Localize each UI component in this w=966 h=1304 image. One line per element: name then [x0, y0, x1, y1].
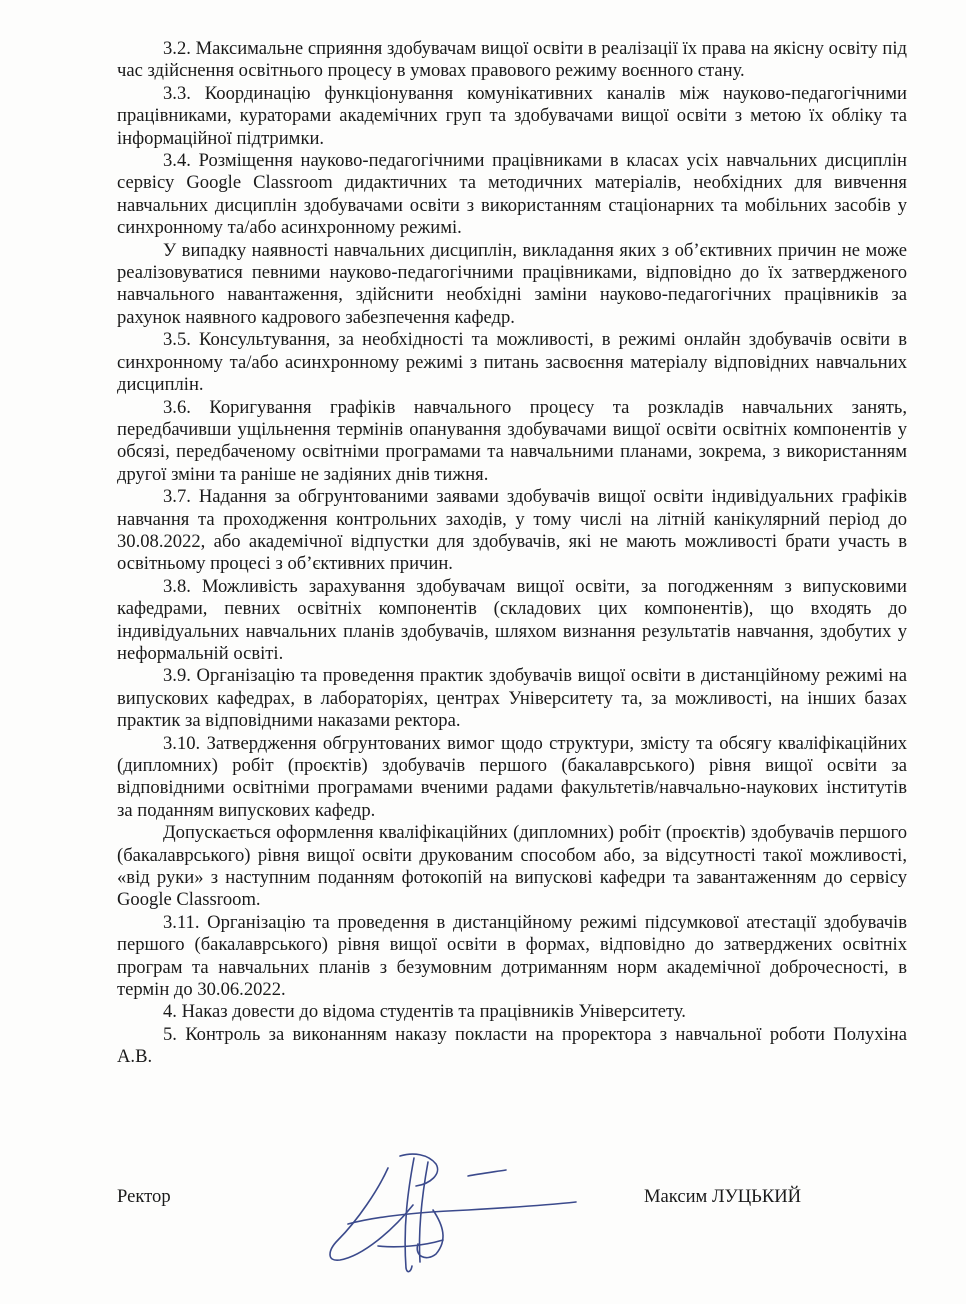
- paragraph-3-10-note: Допускається оформлення кваліфікаційних (дипломних) робіт (проєктів) здобувачів першого (бакалаврського) рівня вищої освіти друкованим способом або, за відсутності такої можливості, «від руки» з наступним поданням фотокопій на випускові кафедри та завантаженням до сервісу Google Classroom.: [117, 822, 907, 911]
- paragraph-3-2: 3.2. Максимальне сприяння здобувачам вищої освіти в реалізації їх права на якісну освіту під час здійснення освітнього процесу в умовах правового режиму воєнного стану.: [117, 38, 907, 82]
- paragraph-3-6: 3.6. Коригування графіків навчального процесу та розкладів навчальних занять, передбачивши ущільнення термінів опанування здобувачами вищої освіти освітніх компонентів у обсязі, передбаченому освітніми програмами та навчальними планами, зокрема, з використанням другої зміни та раніше не задіяних днів тижня.: [117, 396, 907, 485]
- paragraph-3-8: 3.8. Можливість зарахування здобувачам вищої освіти, за погодженням з випусковими кафедрами, певних освітніх компонентів (складових цих компонентів), що входять до індивідуальних навчальних планів здобувачів, шляхом визнання результатів навчання, здобутих у неформальній освіті.: [117, 575, 907, 664]
- paragraph-3-3: 3.3. Координацію функціонування комунікативних каналів між науково-педагогічними працівниками, кураторами академічних груп та здобувачами вищої освіти з метою їх обліку та інформаційної підтримки.: [117, 82, 907, 149]
- paragraph-3-10: 3.10. Затвердження обгрунтованих вимог щодо структури, змісту та обсягу кваліфікаційних (дипломних) робіт (проєктів) здобувачів першого (бакалаврського) рівня вищої освіти за відповідними освітніми програмами вченими радами факультетів/навчально-наукових інститутів за поданням випускових кафедр.: [117, 732, 907, 821]
- document-body: [117, 38, 907, 1069]
- paragraph-3-5: 3.5. Консультування, за необхідності та можливості, в режимі онлайн здобувачів освіти в синхронному та/або асинхронному режимі з питань засвоєння матеріалу відповідних навчальних дисциплін.: [117, 329, 907, 396]
- paragraph-3-4: 3.4. Розміщення науково-педагогічними працівниками в класах усіх навчальних дисциплін сервісу Google Classroom дидактичних та методичних матеріалів, необхідних для вивчення навчальних дисциплін здобувачами освіти з використанням стаціонарних та мобільних засобів у синхронному та/або асинхронному режимі.: [117, 150, 907, 239]
- signature-block: [117, 1186, 907, 1216]
- paragraph-3-9: 3.9. Організацію та проведення практик здобувачів вищої освіти в дистанційному режимі на випускових кафедрах, в лабораторіях, центрах Університету та, за можливості, на інших базах практик за відповідними наказами ректора.: [117, 665, 907, 732]
- paragraph-3-11: 3.11. Організацію та проведення в дистанційному режимі підсумкової атестації здобувачів першого (бакалаврського) рівня вищої освіти в формах, відповідно до затверджених освітніх програм та навчальних планів з безумовним дотриманням норм академічної доброчесності, в термін до 30.06.2022.: [117, 911, 907, 1001]
- signer-title: Ректор: [117, 1186, 171, 1207]
- paragraph-4: 4. Наказ довести до відома студентів та працівників Університету.: [163, 1001, 686, 1023]
- paragraph-5: 5. Контроль за виконанням наказу покласти на проректора з навчальної роботи Полухіна А.В.: [117, 1023, 907, 1068]
- paragraph-3-7: 3.7. Надання за обгрунтованими заявами здобувачів вищої освіти індивідуальних графіків навчання та проходження контрольних заходів, у тому числі на літній канікулярний період до 30.08.2022, або академічної відпустки для здобувачів, які не мають можливості брати участь в освітньому процесі з об’єктивних причин.: [117, 486, 907, 575]
- signer-name: Максим ЛУЦЬКИЙ: [644, 1186, 802, 1207]
- paragraph-3-4-note: У випадку наявності навчальних дисциплін, викладання яких з об’єктивних причин не може реалізовуватися певними науково-педагогічними працівниками, відповідно до їх затвердженого навчального навантаження, здійснити необхідні заміни науково-педагогічних працівників за рахунок наявного кадрового забезпечення кафедр.: [117, 239, 907, 328]
